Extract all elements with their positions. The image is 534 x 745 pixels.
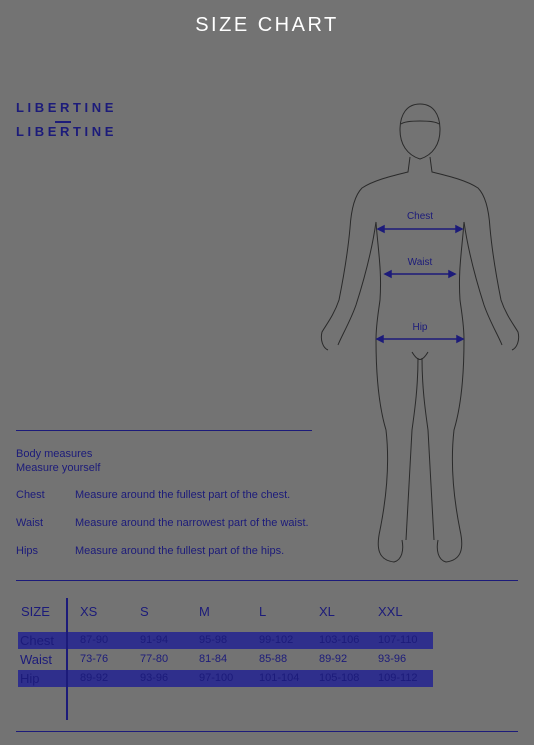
chest-arrow-left xyxy=(378,226,384,232)
measure-label-hips: Hips xyxy=(16,545,39,557)
measure-desc-hips: Measure around the fullest part of the hips. xyxy=(75,545,285,557)
table-top-rule xyxy=(16,580,518,581)
table-row-label-waist: Waist xyxy=(20,652,53,667)
brand-logo xyxy=(16,101,116,139)
table-cell-hip-s: 93-96 xyxy=(140,672,169,684)
table-cell-hip-xxl: 109-112 xyxy=(378,672,418,684)
measure-label-chest: Chest xyxy=(16,489,45,501)
measures-heading: Body measures xyxy=(16,448,93,460)
measure-label-waist: Waist xyxy=(16,517,44,529)
page-title: SIZE CHART xyxy=(195,14,339,36)
table-header-m: M xyxy=(199,604,210,619)
figure-head xyxy=(400,104,440,159)
table-header-size: SIZE xyxy=(21,604,50,619)
table-cell-waist-m: 81-84 xyxy=(199,653,228,665)
table-header-xs: XS xyxy=(80,604,98,619)
figure-torso-right xyxy=(459,222,464,340)
table-header-l: L xyxy=(259,604,267,619)
figure-crotch xyxy=(412,352,428,360)
table-cell-hip-xl: 105-108 xyxy=(319,672,360,684)
table-cell-chest-s: 91-94 xyxy=(140,634,169,646)
table-cell-chest-m: 95-98 xyxy=(199,634,228,646)
table-cell-waist-xs: 73-76 xyxy=(80,653,109,665)
logo-divider xyxy=(55,121,71,123)
body-figure-illustration xyxy=(314,100,526,570)
figure-cap xyxy=(401,121,439,124)
table-header-s: S xyxy=(140,604,149,619)
figure-arm-right-inner xyxy=(464,222,502,345)
figure-chest-label: Chest xyxy=(406,211,434,222)
figure-leg-right-inner xyxy=(422,358,434,540)
table-cell-chest-xl: 103-106 xyxy=(319,634,360,646)
table-bottom-rule xyxy=(16,731,518,732)
waist-arrow-left xyxy=(385,271,391,277)
figure-torso-left xyxy=(376,222,381,340)
figure-arm-right-outer xyxy=(490,228,519,350)
hip-arrow-right xyxy=(457,336,463,342)
logo-line-2: LIBERTINE xyxy=(16,124,118,139)
figure-arm-left-outer xyxy=(321,228,350,350)
table-cell-waist-xl: 89-92 xyxy=(319,653,348,665)
table-header-xl: XL xyxy=(319,604,335,619)
figure-leg-left-inner xyxy=(406,358,418,540)
table-cell-chest-l: 99-102 xyxy=(259,634,294,646)
waist-arrow-right xyxy=(449,271,455,277)
hip-arrow-left xyxy=(377,336,383,342)
figure-neck-left xyxy=(350,157,410,228)
table-cell-hip-xs: 89-92 xyxy=(80,672,109,684)
table-cell-hip-m: 97-100 xyxy=(199,672,234,684)
logo-line-1: LIBERTINE xyxy=(16,100,118,115)
table-row-label-hip: Hip xyxy=(20,671,40,686)
table-column-divider xyxy=(66,598,68,720)
table-row-label-chest: Chest xyxy=(20,633,54,648)
measure-desc-chest: Measure around the fullest part of the chest. xyxy=(75,489,291,501)
table-cell-waist-s: 77-80 xyxy=(140,653,169,665)
figure-hip-label: Hip xyxy=(412,322,428,333)
figure-waist-label: Waist xyxy=(407,257,433,268)
table-cell-hip-l: 101-104 xyxy=(259,672,300,684)
table-cell-waist-xxl: 93-96 xyxy=(378,653,407,665)
table-header-xxl: XXL xyxy=(378,604,403,619)
measure-desc-waist: Measure around the narrowest part of the waist. xyxy=(75,517,309,529)
table-cell-chest-xs: 87-90 xyxy=(80,634,109,646)
figure-leg-left-outer xyxy=(376,340,403,562)
chest-arrow-right xyxy=(456,226,462,232)
figure-neck-right xyxy=(430,157,490,228)
measures-subheading: Measure yourself xyxy=(16,462,101,474)
section-divider xyxy=(16,430,312,431)
table-cell-waist-l: 85-88 xyxy=(259,653,288,665)
figure-leg-right-outer xyxy=(437,340,464,562)
table-cell-chest-xxl: 107-110 xyxy=(378,634,418,646)
figure-arm-left-inner xyxy=(338,222,376,345)
